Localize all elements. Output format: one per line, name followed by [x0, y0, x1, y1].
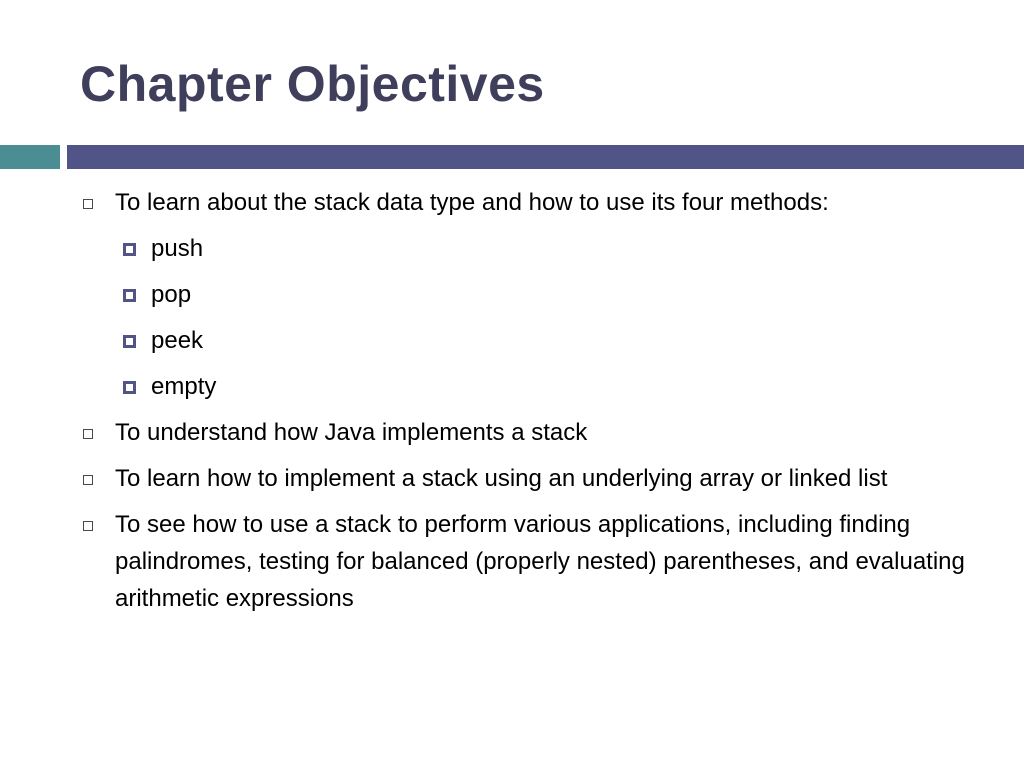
bullet-text: To learn about the stack data type and how to use its four methods: — [115, 189, 829, 216]
hollow-square-bullet-icon — [83, 429, 93, 439]
sub-bullet-text: push — [151, 235, 204, 262]
bullet-item — [80, 460, 970, 497]
bullet-list — [80, 184, 970, 626]
sub-bullet-text: peek — [151, 327, 204, 354]
hollow-square-bullet-icon — [83, 475, 93, 485]
sub-bullet-item — [80, 322, 970, 359]
hollow-square-bullet-icon — [83, 199, 93, 209]
accent-bar-purple — [67, 145, 1024, 169]
framed-square-bullet-icon — [123, 381, 136, 394]
bullet-item — [80, 506, 970, 617]
accent-bar-teal — [0, 145, 60, 169]
framed-square-bullet-icon — [123, 243, 136, 256]
hollow-square-bullet-icon — [83, 521, 93, 531]
bullet-text: To see how to use a stack to perform various applications, including finding palindromes, testing for balanced (properly nested) parentheses, and evaluating arithmetic expressions — [115, 511, 965, 612]
bullet-text: To learn how to implement a stack using an underlying array or linked list — [115, 465, 888, 492]
sub-bullet-item — [80, 230, 970, 267]
sub-bullet-text: pop — [151, 281, 192, 308]
sub-bullet-item — [80, 368, 970, 405]
bullet-item — [80, 414, 970, 451]
bullet-text: To understand how Java implements a stack — [115, 419, 588, 446]
framed-square-bullet-icon — [123, 335, 136, 348]
bullet-item — [80, 184, 970, 221]
sub-bullet-item — [80, 276, 970, 313]
sub-bullet-text: empty — [151, 373, 217, 400]
framed-square-bullet-icon — [123, 289, 136, 302]
slide-title: Chapter Objectives — [80, 56, 545, 112]
